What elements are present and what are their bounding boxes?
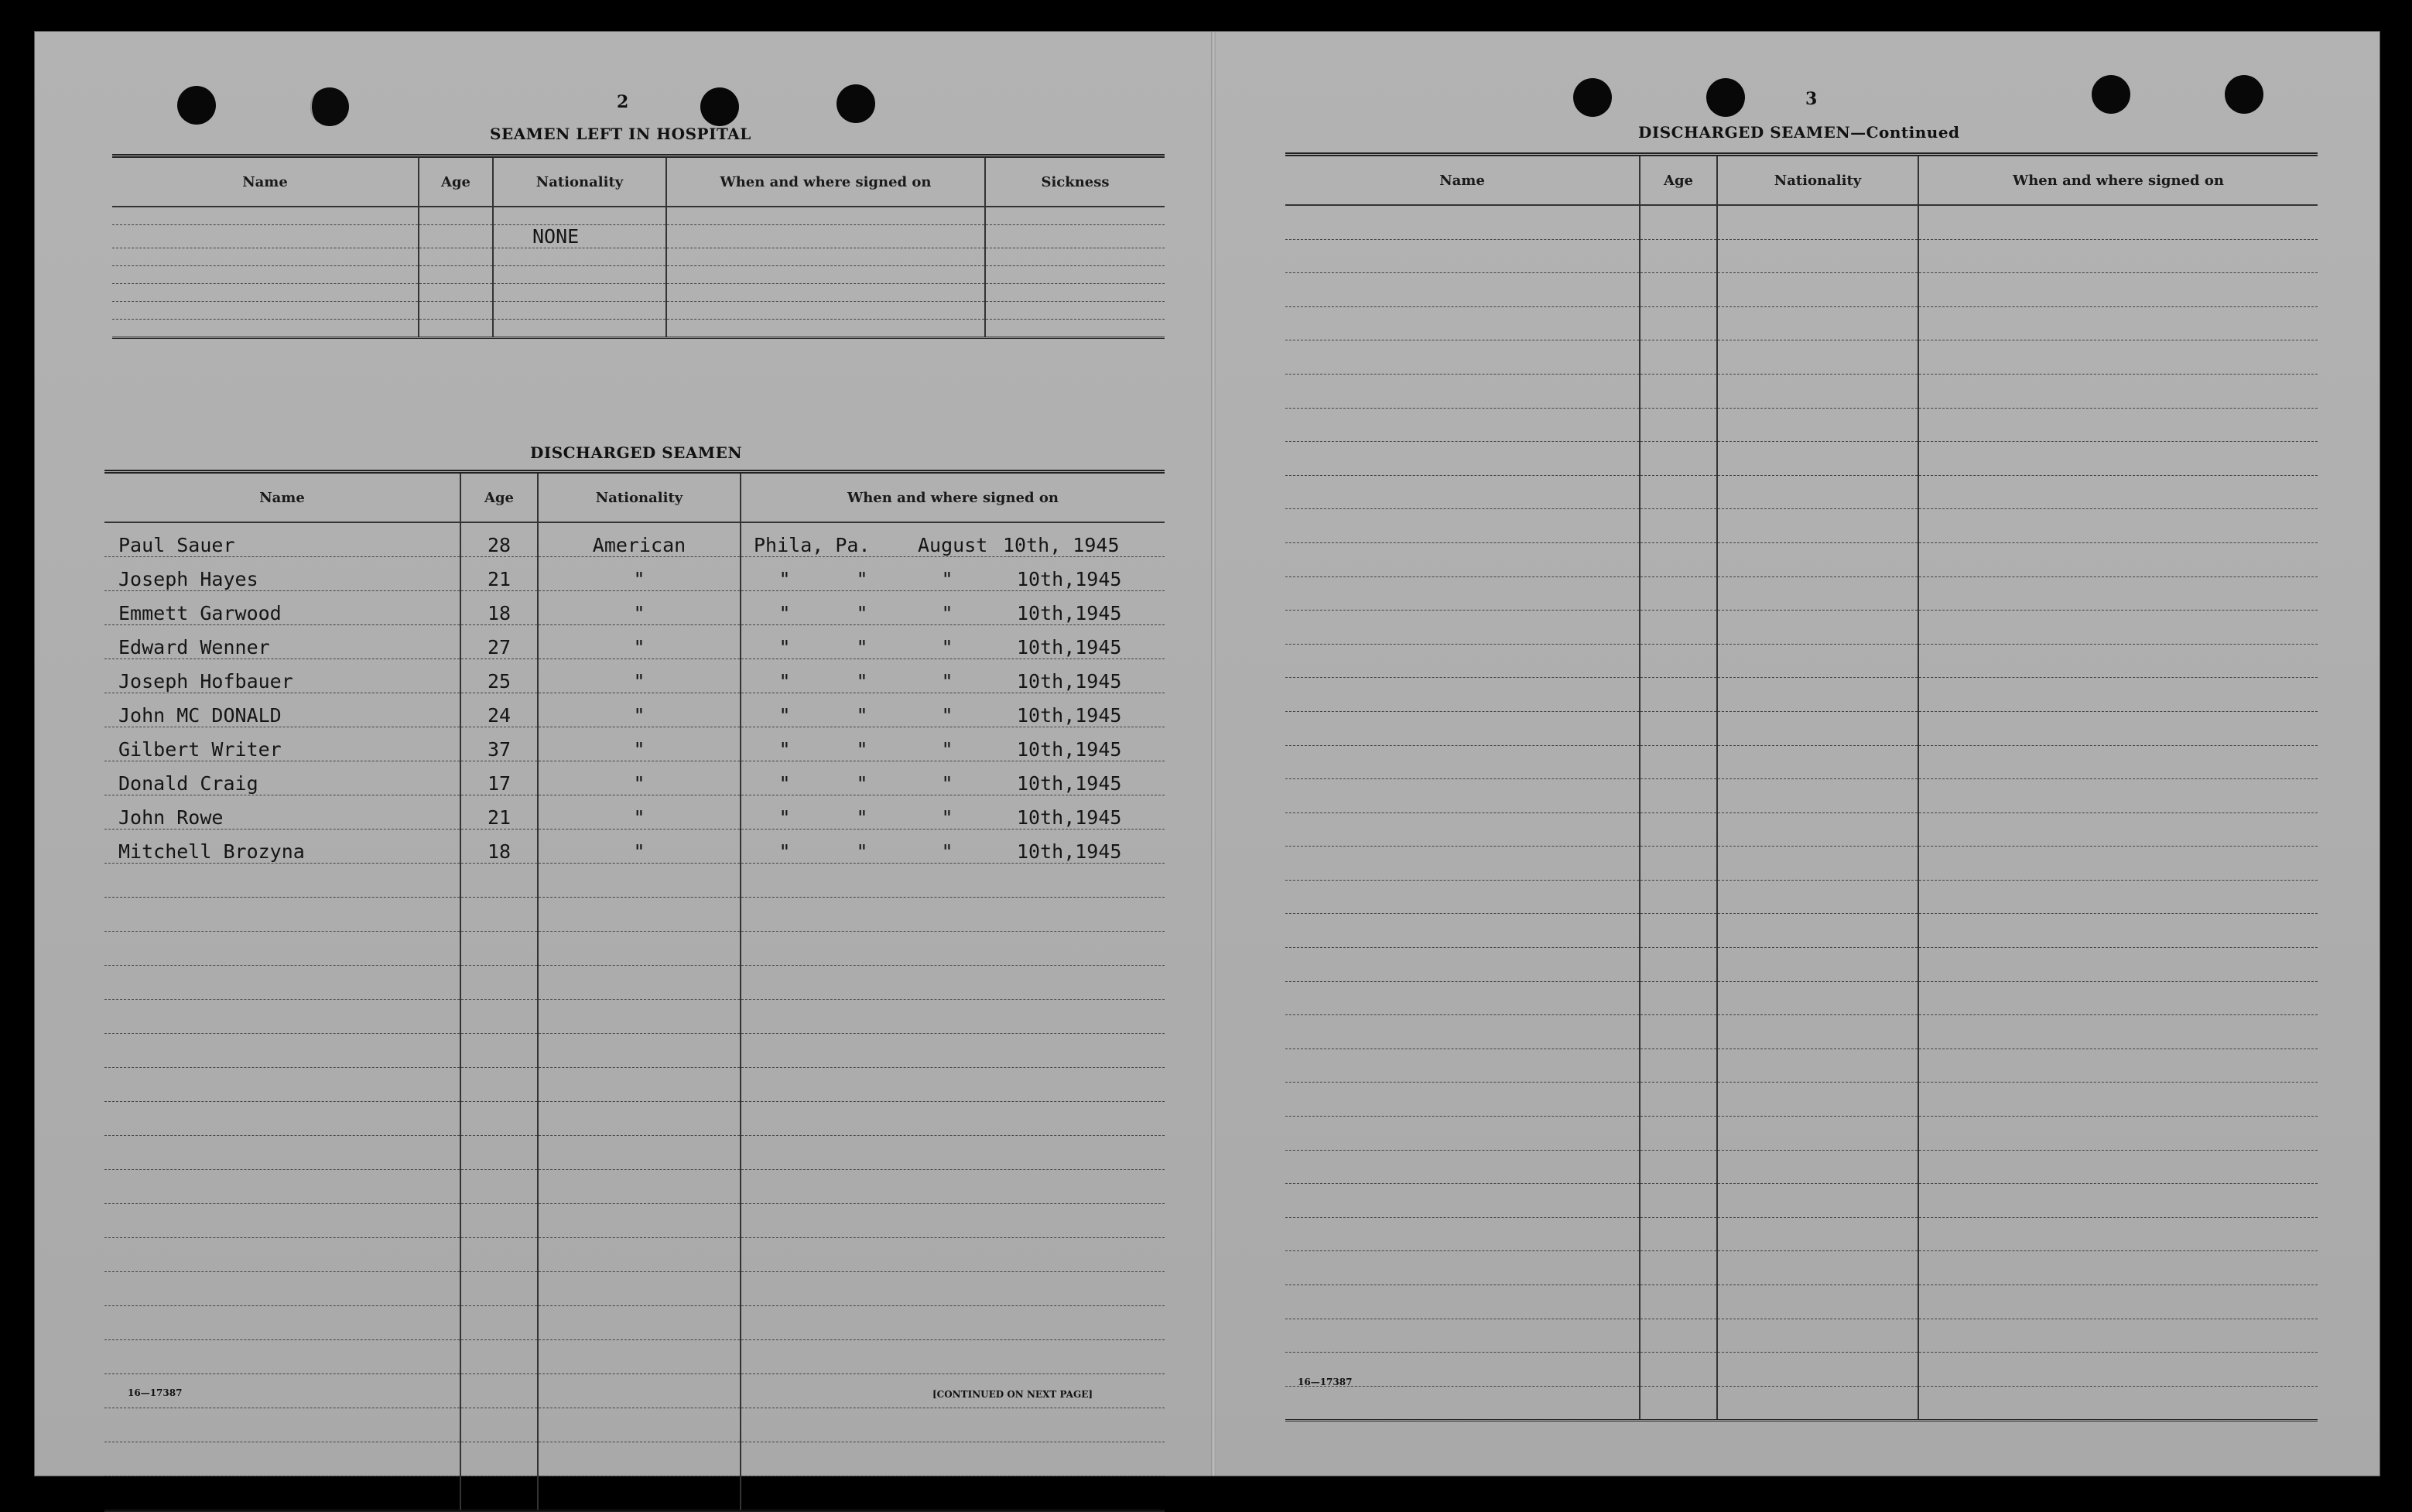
seaman-age: 17 [460,761,538,795]
table-row [1285,1217,2318,1251]
table-row [1285,576,2318,611]
table-row [104,1000,1165,1034]
ditto-mark: " [856,772,868,795]
signed-place: Phila, Pa. [754,534,871,556]
signed-date: 10th,1945 [1017,636,1122,659]
table-row [112,225,1165,248]
page-number: 3 [1805,89,1818,109]
seaman-name: John MC DONALD [104,693,460,727]
ditto-mark: " [856,636,868,659]
table-row [104,1068,1165,1102]
ditto-mark: " [941,602,953,624]
ditto-mark: " [856,738,868,761]
table-row [104,693,1165,727]
table-row [104,1136,1165,1170]
continued-note: [CONTINUED ON NEXT PAGE] [932,1389,1093,1400]
table-row [1285,1251,2318,1285]
signed-date: 10th,1945 [1017,704,1122,727]
ditto-mark: " [941,806,953,829]
seaman-name: Joseph Hayes [104,557,460,591]
table-row [104,1408,1165,1442]
table-row [1285,611,2318,645]
signed-on [741,830,1165,864]
table-row [1285,374,2318,408]
table-row [1285,475,2318,509]
seaman-name: Emmett Garwood [104,591,460,625]
col-nationality: Nationality [1717,155,1918,206]
seaman-age: 21 [460,795,538,830]
table-row [104,761,1165,795]
signed-month: August [918,534,988,556]
table-row [104,659,1165,693]
table-row [112,266,1165,284]
table-row [104,830,1165,864]
ditto-mark: " [778,670,791,693]
seaman-name: Edward Wenner [104,625,460,659]
table-row [104,1340,1165,1374]
ditto-mark: " [778,636,791,659]
signed-on [741,761,1165,795]
table-row [104,1442,1165,1476]
seaman-age: 24 [460,693,538,727]
ditto-mark: " [778,840,791,863]
ditto-mark: " [856,840,868,863]
ditto-mark: " [856,568,868,590]
table-row [1285,948,2318,982]
signed-date: 10th,1945 [1017,602,1122,624]
signed-on [741,693,1165,727]
seaman-name: John Rowe [104,795,460,830]
table-row [1285,847,2318,881]
table-row [104,625,1165,659]
seaman-age: 18 [460,830,538,864]
seaman-name: Joseph Hofbauer [104,659,460,693]
table-row [1285,880,2318,914]
signed-date: 10th,1945 [1017,738,1122,761]
table-row [1285,1015,2318,1049]
table-row [1285,1353,2318,1387]
signed-date: 10th,1945 [1017,568,1122,590]
table-row [1285,678,2318,712]
ditto-mark: " [778,602,791,624]
table-row [1285,914,2318,948]
table-row [1285,1048,2318,1083]
table-row [1285,542,2318,576]
table-row [1285,1386,2318,1421]
table-row [1285,779,2318,813]
table-row [1285,442,2318,476]
table-row [1285,1083,2318,1117]
discharged-continued-table [1285,152,2318,1421]
table-row [112,284,1165,302]
signed-on [741,659,1165,693]
table-row [1285,1184,2318,1218]
seaman-nationality: " [538,761,741,795]
col-nationality: Nationality [538,472,741,523]
signed-on [741,625,1165,659]
seaman-name: Donald Craig [104,761,460,795]
ditto-mark: " [856,704,868,727]
col-sickness: Sickness [985,156,1165,207]
seaman-age: 25 [460,659,538,693]
seaman-nationality: " [538,625,741,659]
table-row [1285,1117,2318,1151]
document-sheet [34,31,2380,1476]
signed-date: 10th,1945 [1017,840,1122,863]
ditto-mark: " [856,602,868,624]
table-row [104,1238,1165,1272]
signed-date: 10th, 1945 [1003,534,1120,556]
seaman-age: 28 [460,522,538,557]
table-row [1285,812,2318,847]
table-row [104,557,1165,591]
col-signed-on: When and where signed on [666,156,985,207]
ditto-mark: " [941,840,953,863]
table-row [104,1170,1165,1204]
signed-on [741,591,1165,625]
table-row [1285,340,2318,375]
discharged-table [104,470,1165,1512]
table-row [1285,1319,2318,1353]
table-row [104,1476,1165,1511]
seaman-nationality: " [538,727,741,761]
left-page [35,32,1211,1476]
form-number: 16—17387 [128,1387,183,1398]
seaman-nationality: " [538,830,741,864]
col-nationality: Nationality [493,156,666,207]
seaman-nationality: " [538,693,741,727]
table-row [112,320,1165,338]
col-age: Age [1640,155,1717,206]
signed-on [741,727,1165,761]
table-row [112,207,1165,225]
signed-on [741,522,1165,557]
ditto-mark: " [941,636,953,659]
form-number: 16—17387 [1298,1377,1353,1387]
seaman-name: Mitchell Brozyna [104,830,460,864]
table-row [104,727,1165,761]
table-row [1285,205,2318,239]
table-row [104,864,1165,898]
ditto-mark: " [856,670,868,693]
ditto-mark: " [941,670,953,693]
col-age: Age [419,156,493,207]
ditto-mark: " [778,772,791,795]
ditto-mark: " [856,806,868,829]
seaman-age: 37 [460,727,538,761]
right-page [1216,32,2379,1476]
discharged-continued-title: DISCHARGED SEAMEN—Continued [1638,123,1960,142]
signed-date: 10th,1945 [1017,772,1122,795]
table-row [112,248,1165,266]
table-row [1285,644,2318,678]
table-row [104,1272,1165,1306]
table-row [1285,745,2318,779]
table-row [1285,509,2318,543]
hospital-section-title: SEAMEN LEFT IN HOSPITAL [490,125,751,143]
ditto-mark: " [778,568,791,590]
ditto-mark: " [778,738,791,761]
ditto-mark: " [941,568,953,590]
seaman-age: 27 [460,625,538,659]
ditto-mark: " [941,738,953,761]
table-row [104,966,1165,1000]
table-row [104,1034,1165,1068]
none-note: NONE [493,225,666,248]
table-row [104,522,1165,557]
table-row [104,1306,1165,1340]
page-number: 2 [617,92,629,112]
seaman-name: Gilbert Writer [104,727,460,761]
ditto-mark: " [778,704,791,727]
table-row [1285,408,2318,442]
signed-on [741,557,1165,591]
table-row [104,898,1165,932]
table-row [1285,239,2318,273]
col-name: Name [112,156,419,207]
col-name: Name [104,472,460,523]
seaman-age: 21 [460,557,538,591]
table-row [1285,273,2318,307]
table-row [1285,1285,2318,1319]
ditto-mark: " [941,772,953,795]
signed-date: 10th,1945 [1017,670,1122,693]
col-signed-on: When and where signed on [741,472,1165,523]
table-row [1285,1150,2318,1184]
seaman-nationality: " [538,795,741,830]
signed-date: 10th,1945 [1017,806,1122,829]
col-age: Age [460,472,538,523]
col-signed-on: When and where signed on [1918,155,2318,206]
discharged-section-title: DISCHARGED SEAMEN [530,443,743,462]
table-row [104,932,1165,966]
seaman-nationality: " [538,557,741,591]
table-row [112,302,1165,320]
seaman-nationality: " [538,659,741,693]
hospital-table [112,154,1165,339]
table-row [1285,981,2318,1015]
table-row [104,591,1165,625]
col-name: Name [1285,155,1640,206]
seaman-age: 18 [460,591,538,625]
seaman-name: Paul Sauer [104,522,460,557]
table-row [104,1102,1165,1136]
seaman-nationality: " [538,591,741,625]
seaman-nationality: American [538,522,741,557]
signed-on [741,795,1165,830]
table-row [104,1204,1165,1238]
ditto-mark: " [941,704,953,727]
ditto-mark: " [778,806,791,829]
table-row [104,795,1165,830]
table-row [1285,711,2318,745]
table-row [1285,306,2318,340]
